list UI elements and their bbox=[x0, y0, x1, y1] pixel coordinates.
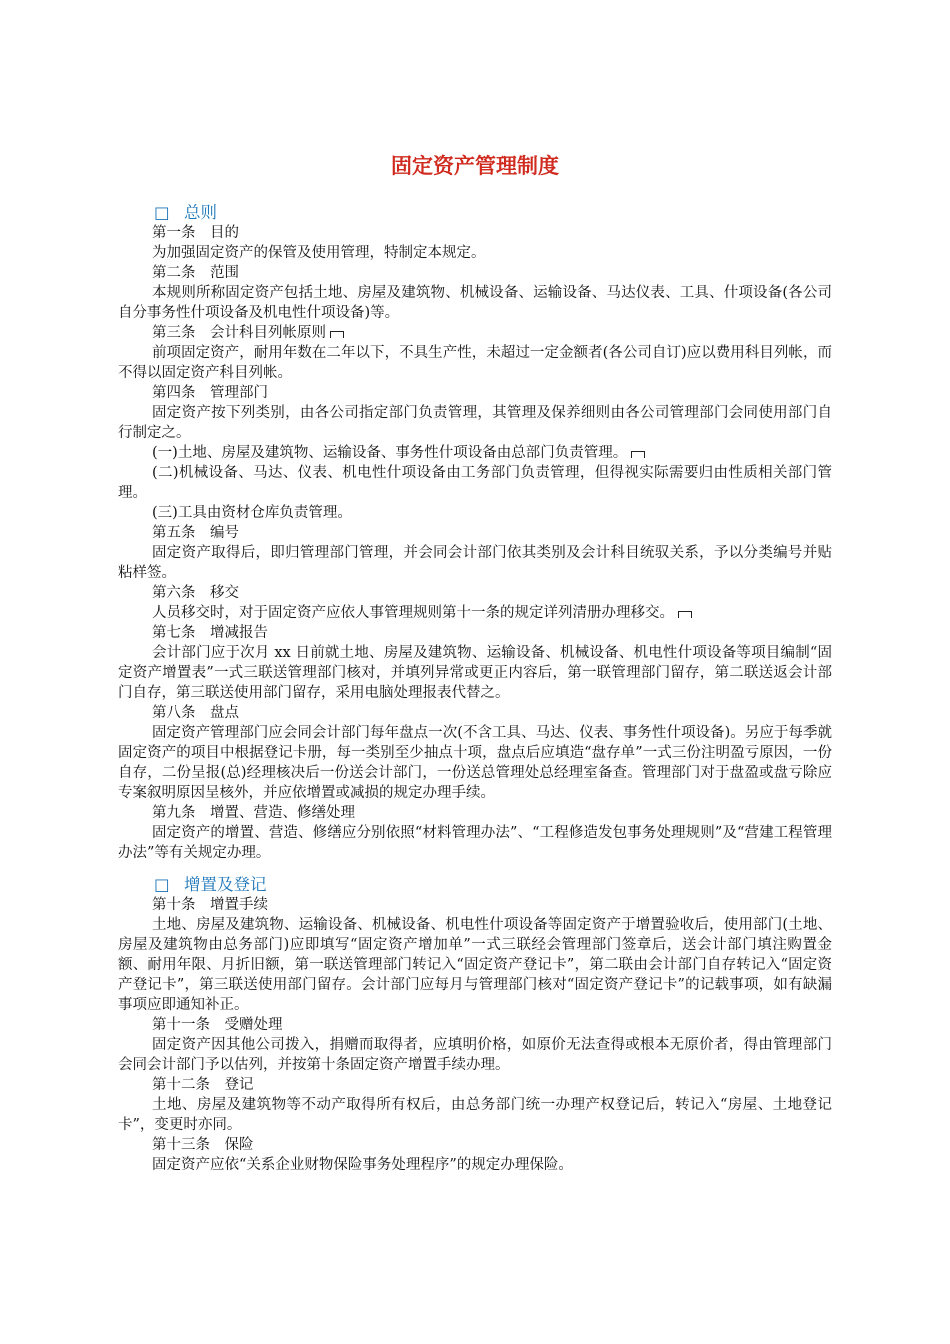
article-text: 固定资产因其他公司拨入，捐赠而取得者，应填明价格，如原价无法查得或根本无原价者，得由管理部门会同会计部门予以估列，并按第十条固定资产增置手续办理。 bbox=[118, 1037, 832, 1073]
article-text bbox=[118, 603, 832, 623]
article-label: 第七条 增减报告 bbox=[152, 625, 268, 641]
article-label: 第五条 编号 bbox=[152, 525, 239, 541]
article-label: 第一条 目的 bbox=[152, 225, 239, 241]
checkbox-icon: □ bbox=[154, 875, 170, 894]
list-item-text: (一)土地、房屋及建筑物、运输设备、事务性什项设备由总部门负责管理。 bbox=[152, 445, 628, 461]
bracket-mark-icon bbox=[631, 451, 645, 458]
article-label: 第四条 管理部门 bbox=[152, 385, 268, 401]
section-heading bbox=[154, 203, 832, 223]
article-text: 土地、房屋及建筑物、运输设备、机械设备、机电性什项设备等固定资产于增置验收后，使用部门(土地、房屋及建筑物由总务部门)应即填写“固定资产增加单”一式三联经会管理部门签章后，送会计部门填注购置金额、耐用年限、月折旧额，第一联送管理部门转记入“固定资产登记卡”，第二联由会计部门自存转记入“固定资产登记卡”，第三联送使用部门留存。会计部门应每月与管理部门核对“固定资产登记卡”的记载事项，如有缺漏事项应即通知补正。 bbox=[118, 917, 832, 1013]
article-label: 第二条 范围 bbox=[152, 265, 239, 281]
article-text: 会计部门应于次月 xx 日前就土地、房屋及建筑物、运输设备、机械设备、机电性什项设备等项目编制“固定资产增置表”一式三联送管理部门核对，并填列异常或更正内容后，第一联管理部门留存，第二联送返会计部门自存，第三联送使用部门留存，采用电脑处理报表代替之。 bbox=[118, 645, 832, 701]
document-title: 固定资产管理制度 bbox=[391, 154, 559, 178]
checkbox-icon: □ bbox=[154, 203, 170, 222]
article-text: 固定资产管理部门应会同会计部门每年盘点一次(不含工具、马达、仪表、事务性什项设备)。另应于每季就固定资产的项目中根据登记卡册，每一类别至少抽点十项，盘点后应填造“盘存单”一式三份注明盈亏原因，一份自存，二份呈报(总)经理核决后一份送会计部门，一份送总管理处总经理室备查。管理部门对于盘盈或盘亏除应专案叙明原因呈核外，并应依增置或减损的规定办理手续。 bbox=[118, 725, 832, 801]
article-text: 土地、房屋及建筑物等不动产取得所有权后，由总务部门统一办理产权登记后，转记入“房屋、土地登记卡”，变更时亦同。 bbox=[118, 1097, 832, 1133]
article-label: 第十条 增置手续 bbox=[152, 897, 268, 913]
article-text: 固定资产的增置、营造、修缮应分别依照“材料管理办法”、“工程修造发包事务处理规则”及“营建工程管理办法”等有关规定办理。 bbox=[118, 825, 832, 861]
section-acquisition bbox=[118, 875, 832, 1175]
article-text: 固定资产取得后，即归管理部门管理，并会同会计部门依其类别及会计科目统驭关系，予以分类编号并贴粘样签。 bbox=[118, 545, 832, 581]
list-item: (二)机械设备、马达、仪表、机电性什项设备由工务部门负责管理，但得视实际需要归由性质相关部门管理。 bbox=[118, 465, 832, 501]
article-text: 本规则所称固定资产包括土地、房屋及建筑物、机械设备、运输设备、马达仪表、工具、什项设备(各公司自分事务性什项设备及机电性什项设备)等。 bbox=[118, 285, 832, 321]
article-label: 第十三条 保险 bbox=[152, 1137, 254, 1153]
article-label bbox=[118, 323, 832, 343]
list-item: (三)工具由资材仓库负责管理。 bbox=[152, 505, 352, 521]
section-heading bbox=[154, 875, 832, 895]
section-heading-text: 总则 bbox=[184, 203, 217, 222]
list-item bbox=[118, 443, 832, 463]
article-text-content: 人员移交时，对于固定资产应依人事管理规则第十一条的规定详列清册办理移交。 bbox=[152, 605, 674, 621]
article-label: 第八条 盘点 bbox=[152, 705, 239, 721]
section-heading-text: 增置及登记 bbox=[184, 875, 267, 894]
article-label: 第十一条 受赠处理 bbox=[152, 1017, 283, 1033]
bracket-mark-icon bbox=[330, 331, 344, 338]
bracket-mark-icon bbox=[678, 611, 692, 618]
article-text: 固定资产按下列类别，由各公司指定部门负责管理，其管理及保养细则由各公司管理部门会同使用部门自行制定之。 bbox=[118, 405, 832, 441]
section-general bbox=[118, 203, 832, 863]
article-text: 固定资产应依“关系企业财物保险事务处理程序”的规定办理保险。 bbox=[152, 1157, 573, 1173]
article-label-text: 第三条 会计科目列帐原则 bbox=[152, 325, 326, 341]
article-text: 前项固定资产，耐用年数在二年以下，不具生产性，未超过一定金额者(各公司自订)应以费用科目列帐，而不得以固定资产科目列帐。 bbox=[118, 345, 832, 381]
article-label: 第九条 增置、营造、修缮处理 bbox=[152, 805, 355, 821]
article-label: 第十二条 登记 bbox=[152, 1077, 254, 1093]
article-label: 第六条 移交 bbox=[152, 585, 239, 601]
article-text: 为加强固定资产的保管及使用管理，特制定本规定。 bbox=[152, 245, 486, 261]
